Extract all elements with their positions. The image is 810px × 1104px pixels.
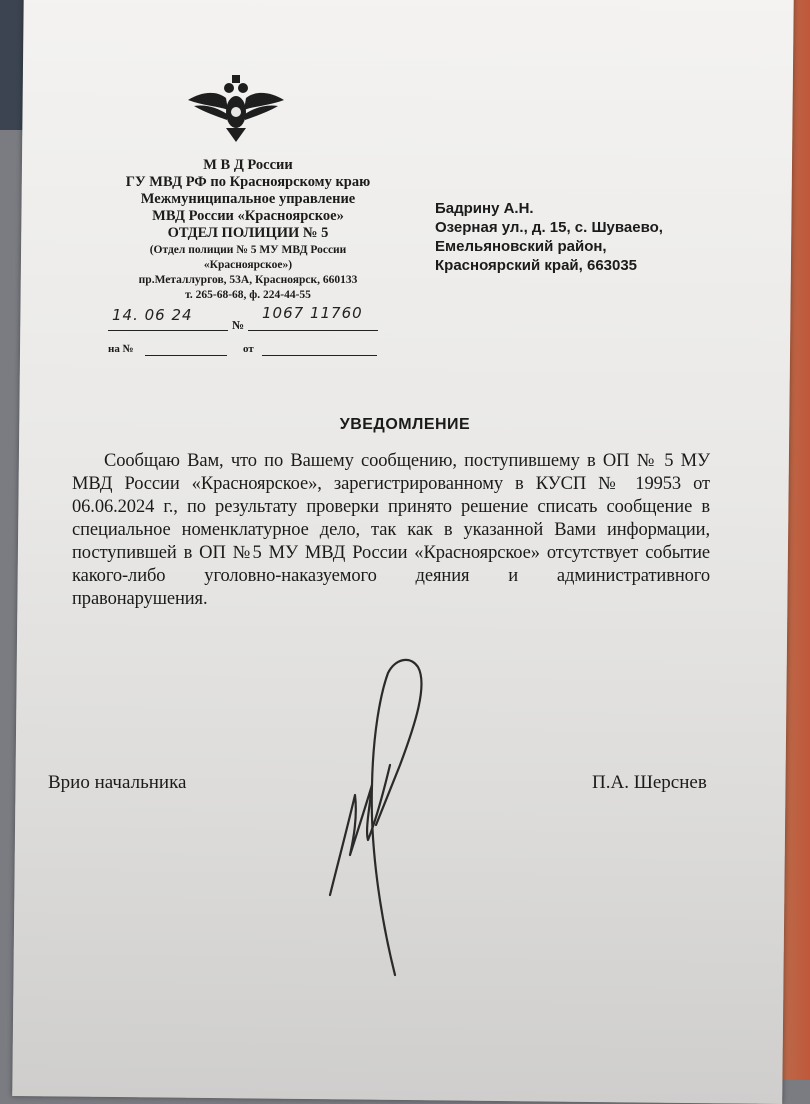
double-headed-eagle-icon — [186, 70, 286, 145]
recipient-region: Красноярский край, 663035 — [435, 257, 638, 274]
signatory-position: Врио начальника — [48, 772, 187, 793]
handwritten-signature — [310, 655, 450, 985]
na-label: на № — [108, 343, 134, 355]
header-address: пр.Металлургов, 53А, Красноярск, 660133 — [138, 274, 358, 286]
recipient-street: Озерная ул., д. 15, с. Шуваево, — [435, 219, 663, 236]
number-underline — [248, 330, 378, 331]
registration-number-sign: № — [232, 318, 245, 332]
header-phone: т. 265-68-68, ф. 224-44-55 — [185, 289, 311, 301]
ot-underline — [262, 355, 377, 356]
header-department: ОТДЕЛ ПОЛИЦИИ № 5 — [167, 225, 329, 241]
na-underline — [145, 355, 227, 356]
header-mu: МВД России «Красноярское» — [152, 208, 344, 224]
signatory-name: П.А. Шерснев — [592, 772, 707, 793]
header-directorate: ГУ МВД РФ по Красноярскому краю — [125, 174, 371, 190]
recipient-district: Емельяновский район, — [435, 238, 607, 255]
registration-number: 1067 11760 — [262, 304, 363, 322]
header-department-full-2: «Красноярское») — [203, 259, 293, 271]
recipient-name: Бадрину А.Н. — [435, 200, 534, 217]
header-department-full: (Отдел полиции № 5 МУ МВД России — [149, 244, 347, 256]
registration-date: 14. 06 24 — [112, 306, 193, 324]
header-ministry: М В Д России — [203, 157, 293, 173]
document-title: УВЕДОМЛЕНИЕ — [339, 416, 471, 433]
header-administration: Межмуниципальное управление — [140, 191, 356, 207]
body-paragraph: Сообщаю Вам, что по Вашему сообщению, поступившему в ОП № 5 МУ МВД России «Красноярское», зарегистрированному в КУСП № 19953 от 06.06.2024 г., по результату проверки принято решение списать сообщение в специальное номенклатурное дело, так как в указанной Вами информации, поступившей в ОП №5 МУ МВД России «Красноярское» отсутствует событие какого-либо уголовно-наказуемого деяния и административного правонарушения. — [72, 451, 710, 609]
date-underline — [108, 330, 228, 331]
ot-label: от — [243, 343, 254, 355]
